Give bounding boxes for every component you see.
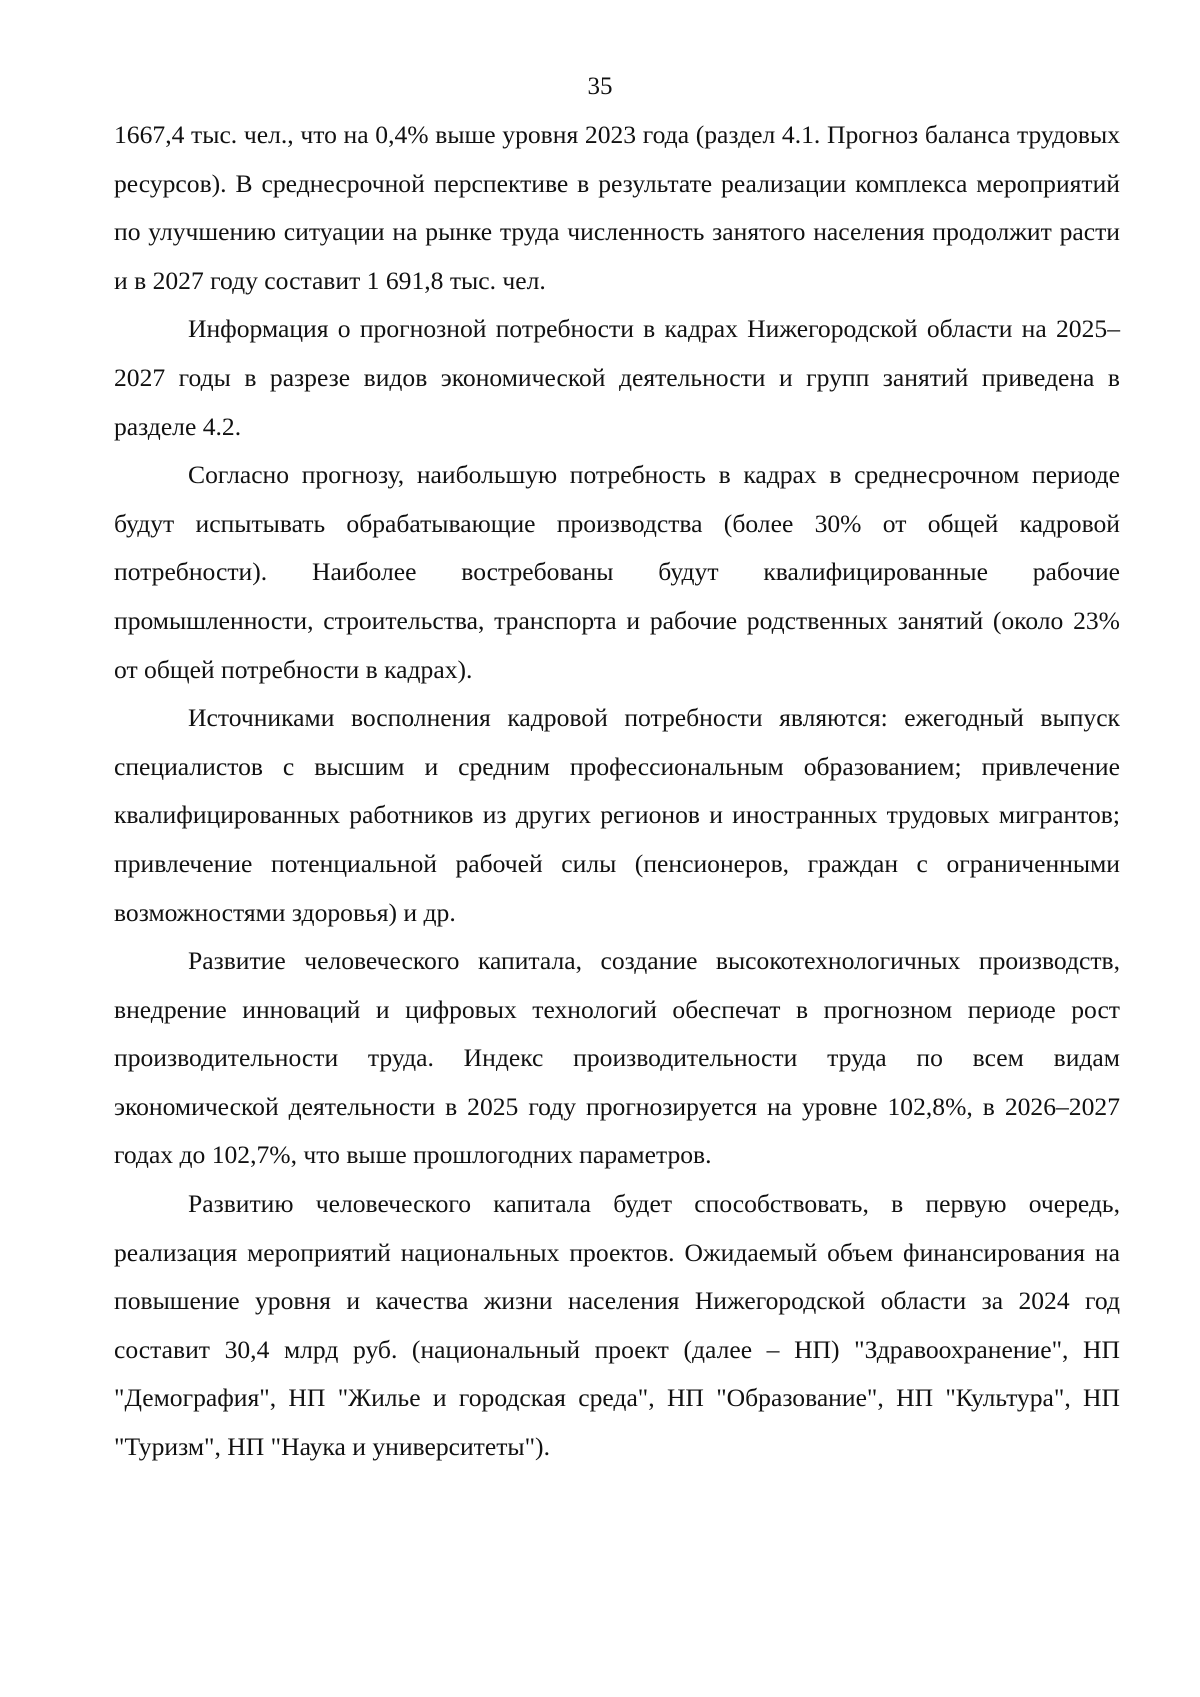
paragraph-labor-productivity: Развитие человеческого капитала, создание высокотехнологичных производств, внедрение инноваций и цифровых технологий обеспечат в прогнозном периоде рост производительности труда. Индекс производительности труда по всем видам экономической деятельности в 2025 году прогнозируется на уровне 102,8%, в 2026–2027 годах до 102,7%, что выше прошлогодних параметров.: [114, 946, 1120, 1170]
document-body: [114, 111, 1120, 1472]
paragraph-staffing-needs-info: Информация о прогнозной потребности в кадрах Нижегородской области на 2025–2027 годы в разрезе видов экономической деятельности и групп занятий приведена в разделе 4.2.: [114, 314, 1120, 441]
paragraph-labor-employment-forecast: 1667,4 тыс. чел., что на 0,4% выше уровня 2023 года (раздел 4.1. Прогноз баланса трудовых ресурсов). В среднесрочной перспективе в результате реализации комплекса мероприятий по улучшению ситуации на рынке труда численность занятого населения продолжит расти и в 2027 году составит 1 691,8 тыс. чел.: [114, 120, 1120, 295]
paragraph-staffing-sources: Источниками восполнения кадровой потребности являются: ежегодный выпуск специалистов с высшим и средним профессиональным образованием; привлечение квалифицированных работников из других регионов и иностранных трудовых мигрантов; привлечение потенциальной рабочей силы (пенсионеров, граждан с ограниченными возможностями здоровья) и др.: [114, 703, 1120, 927]
paragraph-manufacturing-demand: Согласно прогнозу, наибольшую потребность в кадрах в среднесрочном периоде будут испытывать обрабатывающие производства (более 30% от общей кадровой потребности). Наиболее востребованы будут квалифицированные рабочие промышленности, строительства, транспорта и рабочие родственных занятий (около 23% от общей потребности в кадрах).: [114, 460, 1120, 684]
paragraph-national-projects: Развитию человеческого капитала будет способствовать, в первую очередь, реализация мероприятий национальных проектов. Ожидаемый объем финансирования на повышение уровня и качества жизни населения Нижегородской области за 2024 год составит 30,4 млрд руб. (национальный проект (далее – НП) "Здравоохранение", НП "Демография", НП "Жилье и городская среда", НП "Образование", НП "Культура", НП "Туризм", НП "Наука и университеты").: [114, 1189, 1120, 1462]
page-number: 35: [587, 73, 613, 100]
